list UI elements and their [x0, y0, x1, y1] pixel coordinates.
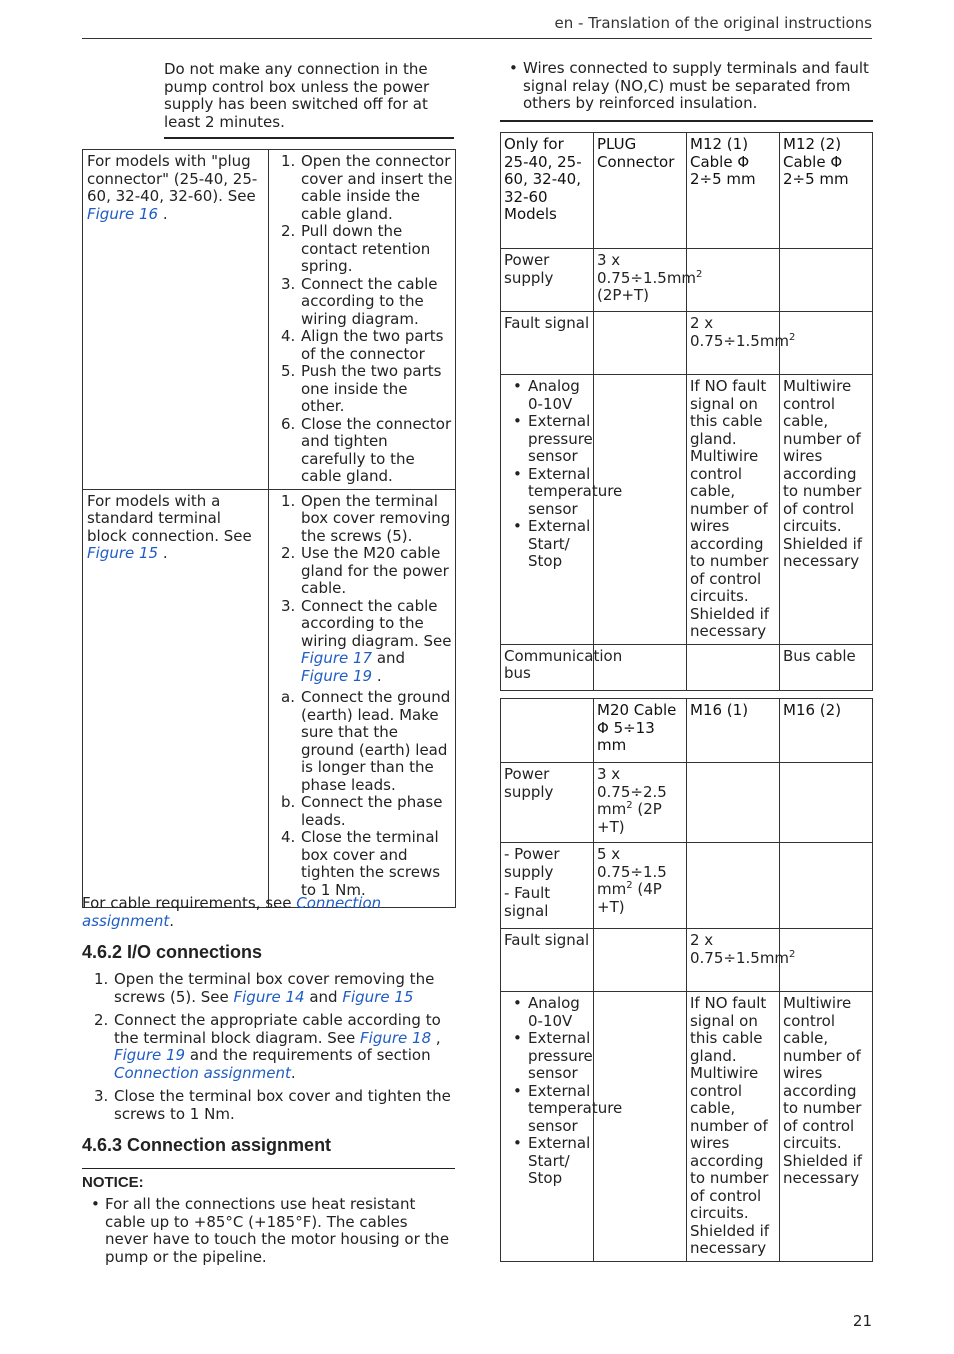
table-row [501, 249, 873, 312]
header-divider [82, 38, 872, 39]
table-cell: Multiwire control cable, number of wires according to number of control circuits. Shielded if necessary [780, 992, 873, 1262]
list-item: • For all the connections use heat resistant cable up to +85°C (+185°F). The cables never have to touch the motor housing or the pump or the pipeline. [91, 1195, 450, 1266]
list-item: 1. Open the connector cover and insert the cable inside the cable gland. [281, 152, 453, 223]
table-row [83, 489, 456, 907]
section-io-heading: 4.6.2 I/O connections [82, 942, 263, 962]
page-number: 21 [852, 1312, 872, 1330]
table-cell: 2 x $0.75\div 1.5mm^2$ [687, 312, 780, 375]
figure-17-link[interactable]: Figure 17 [301, 649, 373, 667]
figure-16-link[interactable]: Figure 16 [87, 204, 159, 223]
final-step-list [271, 829, 453, 899]
figure-15-link[interactable]: Figure 15 [87, 544, 159, 562]
list-item: • External pressure sensor [513, 412, 593, 465]
power-off-note: Do not make any connection in the pump control box unless the power supply has been switched off for at least 2 minutes. [164, 60, 430, 131]
table-cell [594, 375, 687, 645]
list-item: 5. Push the two parts one inside the other. [281, 362, 442, 415]
table-cell [687, 763, 780, 843]
terminal-steps-cell [269, 489, 456, 907]
connection-procedure-table [82, 149, 456, 908]
table-cell [594, 312, 687, 375]
list-item: • External pressure sensor [513, 1029, 593, 1082]
list-item: b. Connect the phase leads. [281, 793, 443, 829]
list-item: 3. Close the terminal box cover and tighten the screws to 1 Nm. [94, 1087, 451, 1123]
list-item: 6. Close the connector and tighten carefully to the cable gland. [281, 414, 452, 485]
row-label: Power supply [501, 249, 594, 312]
table-row [501, 133, 873, 249]
header-cell [501, 699, 594, 763]
list-item: 1. Open the terminal box cover removing the screws (5). See Figure 14 and Figure 15 [94, 970, 435, 1006]
header-cell: M20 Cable Φ 5÷13 mm [594, 699, 687, 763]
table-cell [687, 843, 780, 929]
plug-model-cell: For models with "plug connector" (25-40, 25-60, 32-40, 32-60). See Figure 16 . [83, 150, 269, 490]
row-label: Fault signal [501, 312, 594, 375]
row-label: Power supply [501, 763, 594, 843]
list-item: 3. Connect the cable according to the wiring diagram. [281, 274, 438, 328]
list-item: 2. Use the M20 cable gland for the power cable. [281, 544, 449, 597]
table-cell [780, 763, 873, 843]
header-cell: M12 (2) Cable Φ 2÷5 mm [780, 133, 873, 249]
header-cell: PLUG Connector [594, 133, 687, 249]
table-cell: 5 x 0.75÷1.5 $mm^2$ (4P +T) [594, 843, 687, 929]
list-item: • Analog 0-10V [513, 994, 580, 1030]
notice-divider [82, 1168, 455, 1169]
terminal-model-cell: For models with a standard terminal block connection. See Figure 15 . [83, 489, 269, 907]
table-cell [687, 249, 780, 312]
table-cell: Multiwire control cable, number of wires according to number of control circuits. Shielded if necessary [780, 375, 873, 645]
table-cell [687, 644, 780, 690]
table-cell [780, 249, 873, 312]
table-row [501, 992, 873, 1262]
note-divider [164, 137, 454, 139]
table-row [501, 375, 873, 645]
header-cell: Only for 25-40, 25-60, 32-40, 32-60 Models [501, 133, 594, 249]
control-signal-list [504, 994, 623, 1188]
connection-assignment-link[interactable]: Connection assignment [114, 1063, 291, 1082]
plug-cable-table [500, 132, 873, 691]
sub-steps-list [271, 689, 453, 829]
list-item: • External temperature sensor [513, 1081, 623, 1135]
figure-18-link[interactable]: Figure 18 [360, 1028, 432, 1047]
list-item: • External temperature sensor [513, 464, 623, 518]
list-item: a. Connect the ground (earth) lead. Make sure that the ground (earth) lead is longer than the phase leads. [281, 688, 451, 794]
list-item: 4. Close the terminal box cover and tighten the screws to 1 Nm. [281, 828, 441, 899]
figure-19-link[interactable]: Figure 19 [114, 1046, 186, 1064]
table-row [501, 763, 873, 843]
row-label: - Power supply - Fault signal [501, 843, 594, 929]
list-item: 3. Connect the cable according to the wiring diagram. See Figure 17 and Figure 19 . [281, 596, 452, 685]
table-cell [594, 992, 687, 1262]
list-item: 2. Pull down the contact retention spring. [281, 222, 431, 275]
cable-requirements-text: For cable requirements, see Connection assignment. [82, 894, 382, 930]
table-cell: Bus cable [780, 644, 873, 690]
row-label: Communication bus [501, 644, 594, 690]
table-cell: 3 x 0.75÷2.5 $mm^2$ (2P +T) [594, 763, 687, 843]
table-cell: 2 x $0.75\div 1.5mm^2$ [687, 929, 780, 992]
table-cell: 3 x $0.75\div 1.5mm^2$ (2P+T) [594, 249, 687, 312]
table-cell: If NO fault signal on this cable gland. Multiwire control cable, number of wires according to number of control circuits. Shielded if necessary [687, 375, 780, 645]
list-item: 2. Connect the appropriate cable according to the terminal block diagram. See Figure 18 , Figure 19 and the requirements of section Connection assignment. [94, 1011, 441, 1082]
table-row [501, 699, 873, 763]
list-item: 1. Open the terminal box cover removing the screws (5). [281, 491, 451, 545]
table-top-divider [500, 120, 873, 122]
header-cell: M12 (1) Cable Φ 2÷5 mm [687, 133, 780, 249]
table-row [501, 843, 873, 929]
table-row [501, 312, 873, 375]
plug-steps-cell [269, 150, 456, 490]
io-steps-list [82, 971, 454, 1129]
table-row [501, 929, 873, 992]
list-item: 4. Align the two parts of the connector [281, 327, 444, 363]
insulation-bullet: • Wires connected to supply terminals and fault signal relay (NO,C) must be separated from others by reinforced insulation. [509, 59, 869, 112]
notice-title: NOTICE: [82, 1174, 144, 1191]
table-cell [594, 929, 687, 992]
table-cell [780, 843, 873, 929]
row-label [501, 375, 623, 645]
table-row [501, 644, 873, 690]
control-signal-list [504, 377, 623, 571]
row-label [501, 992, 623, 1262]
terminal-steps-list [271, 493, 453, 686]
table-cell: If NO fault signal on this cable gland. Multiwire control cable, number of wires according to number of control circuits. Shielded if necessary [687, 992, 780, 1262]
running-header: en - Translation of the original instructions [554, 14, 872, 32]
section-connection-heading: 4.6.3 Connection assignment [82, 1135, 332, 1155]
connection-assignment-link[interactable]: Connection assignment [82, 894, 382, 930]
table-cell [780, 312, 873, 375]
header-cell: M16 (1) [687, 699, 780, 763]
row-label: Fault signal [501, 929, 594, 992]
figure-19-link[interactable]: Figure 19 [301, 666, 373, 685]
figure-15-link[interactable]: Figure 15 [342, 987, 414, 1006]
notice-body [82, 1196, 454, 1266]
header-cell: M16 (2) [780, 699, 873, 763]
terminal-cable-table [500, 698, 873, 1262]
list-item: • External Start/ Stop [513, 1134, 591, 1187]
list-item: • External Start/ Stop [513, 517, 591, 570]
list-item: • Analog 0-10V [513, 377, 580, 413]
table-row [83, 150, 456, 490]
plug-steps-list [271, 153, 453, 486]
figure-14-link[interactable]: Figure 14 [233, 987, 305, 1006]
table-cell [780, 929, 873, 992]
